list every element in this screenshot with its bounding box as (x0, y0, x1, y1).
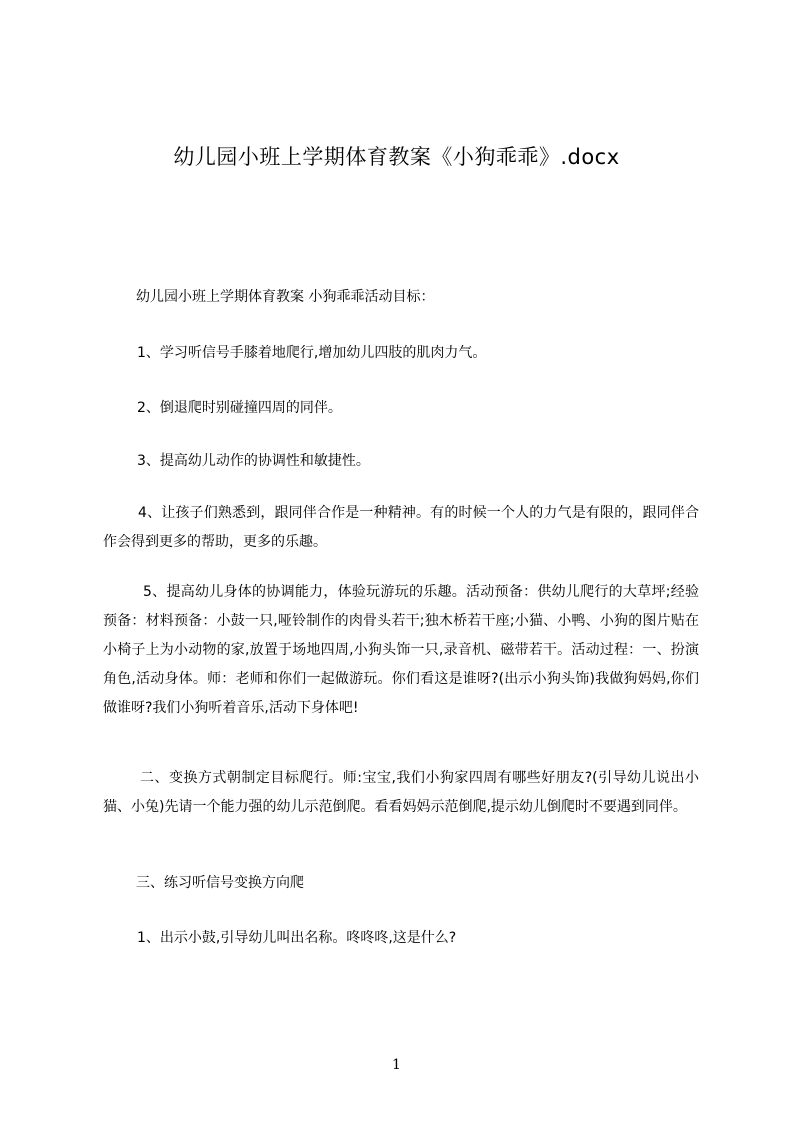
paragraph-step-3-item-1: 1、出示小鼓,引导幼儿叫出名称。咚咚咚,这是什么? (137, 930, 457, 946)
paragraph-goal-5-and-process: 5、提高幼儿身体的协调能力，体验玩游玩的乐趣。活动预备：供幼儿爬行的大草坪;经验预备：材料预备：小鼓一只,哑铃制作的肉骨头若干;独木桥若干座;小猫、小鸭、小狗的图片贴在小椅子上为小动物的家,放置于场地四周,小狗头饰一只,录音机、磁带若干。活动过程：一、扮演角色,活动身体。师：老师和你们一起做游玩。你们看这是谁呀?(出示小狗头饰)我做狗妈妈,你们做谁呀?我们小狗听着音乐,活动下身体吧! (103, 584, 699, 716)
paragraph-intro: 幼儿园小班上学期体育教案 小狗乖乖活动目标： (136, 289, 435, 305)
paragraph-goal-1: 1、学习听信号手膝着地爬行,增加幼儿四肢的肌肉力气。 (137, 345, 487, 361)
document-title: 幼儿园小班上学期体育教案《小狗乖乖》.docx (173, 145, 620, 169)
paragraph-step-2: 二、变换方式朝制定目标爬行。师:宝宝,我们小狗家四周有哪些好朋友?(引导幼儿说出小猫、小兔)先请一个能力强的幼儿示范倒爬。看看妈妈示范倒爬,提示幼儿倒爬时不要遇到同伴。 (103, 770, 699, 815)
page-number: 1 (392, 1057, 401, 1073)
paragraph-step-3-heading: 三、练习听信号变换方向爬 (136, 875, 304, 891)
paragraph-goal-3: 3、提高幼儿动作的协调性和敏捷性。 (137, 453, 370, 469)
paragraph-goal-2: 2、倒退爬时别碰撞四周的同伴。 (137, 400, 342, 416)
paragraph-goal-4: 4、让孩子们熟悉到，跟同伴合作是一种精神。有的时候一个人的力气是有限的，跟同伴合作会得到更多的帮助，更多的乐趣。 (103, 505, 699, 550)
